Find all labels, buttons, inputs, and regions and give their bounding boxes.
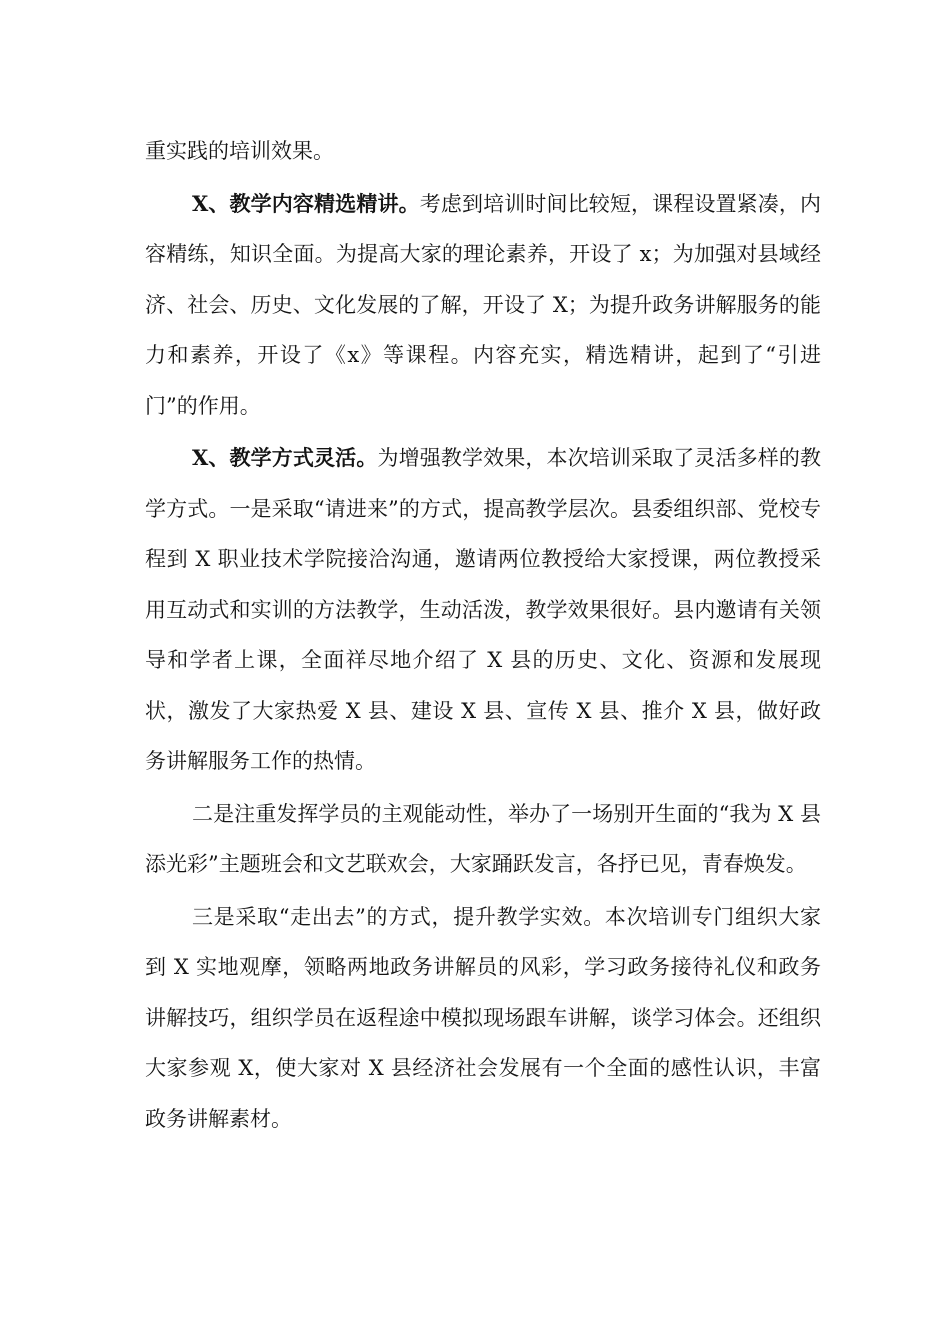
paragraph-go-out xyxy=(145,892,821,1145)
paragraph-text: 考虑到培训时间比较短，课程设置紧凑，内容精练，知识全面。为提高大家的理论素养，开设了 x；为加强对县域经济、社会、历史、文化发展的了解，开设了 X；为提升政务讲解服务的能力和素养，开设了《x》等课程。内容充实，精选精讲，起到了“引进门”的作用。 xyxy=(145,191,821,418)
paragraph-teaching-methods xyxy=(145,433,821,787)
document-body xyxy=(145,126,821,1144)
paragraph-text: 二是注重发挥学员的主观能动性，举办了一场别开生面的“我为 X 县添光彩”主题班会和文艺联欢会，大家踊跃发言，各抒已见，青春焕发。 xyxy=(145,801,821,876)
paragraph-student-initiative xyxy=(145,789,821,890)
paragraph-text: 为增强教学效果，本次培训采取了灵活多样的教学方式。一是采取“请进来”的方式，提高教学层次。县委组织部、党校专程到 X 职业技术学院接洽沟通，邀请两位教授给大家授课，两位教授采用互动式和实训的方法教学，生动活泼，教学效果很好。县内邀请有关领导和学者上课，全面祥尽地介绍了 X 县的历史、文化、资源和发展现状，激发了大家热爱 X 县、建设 X 县、宣传 X 县、推介 X 县，做好政务讲解服务工作的热情。 xyxy=(145,446,822,773)
paragraph-teaching-content xyxy=(145,179,821,432)
paragraph-heading: X、教学内容精选精讲。 xyxy=(192,190,420,216)
paragraph-heading: X、教学方式灵活。 xyxy=(192,445,378,470)
paragraph-continuation xyxy=(145,126,821,177)
paragraph-text: 三是采取“走出去”的方式，提升教学实效。本次培训专门组织大家到 X 实地观摩，领略两地政务讲解员的风彩，学习政务接待礼仪和政务讲解技巧，组织学员在返程途中模拟现场跟车讲解，谈学习体会。还组织大家参观 X，使大家对 X 县经济社会发展有一个全面的感性认识，丰富政务讲解素材。 xyxy=(145,904,821,1131)
paragraph-text: 重实践的培训效果。 xyxy=(145,139,334,163)
